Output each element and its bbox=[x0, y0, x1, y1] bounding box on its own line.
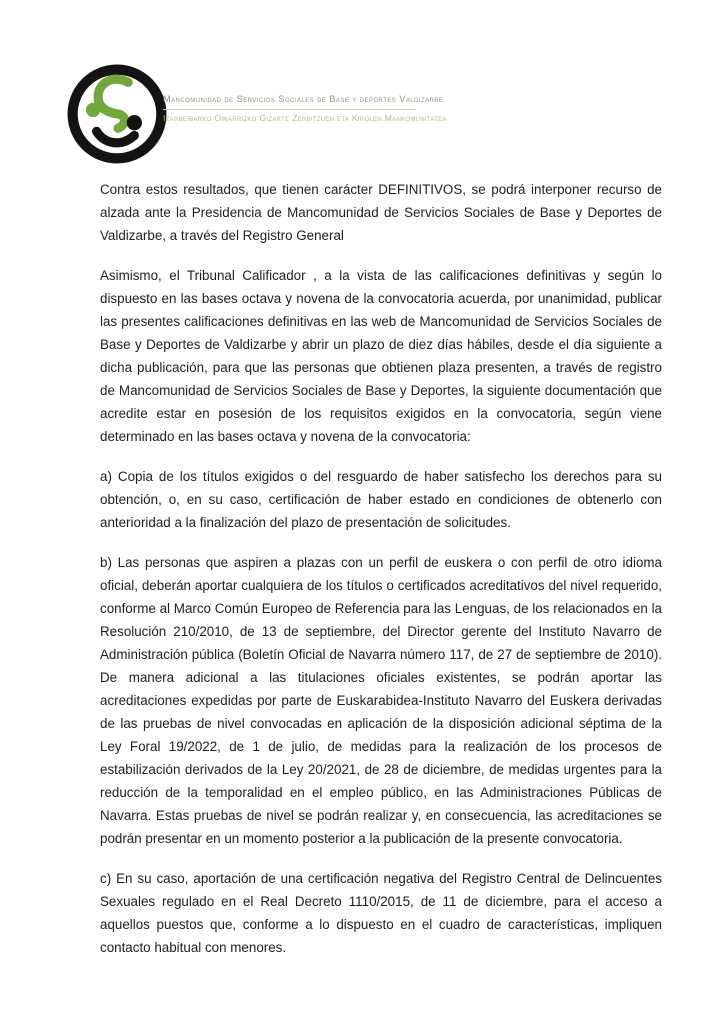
org-title-divider bbox=[163, 109, 415, 110]
paragraph-item-c-certificacion: c) En su caso, aportación de una certificación negativa del Registro Central de Delincuentes Sexuales regulado en el Real Decreto 1110/2015, de 11 de diciembre, para el acceso a aquellos puestos que, conforme a lo dispuesto en el cuadro de características, impliquen contacto habitual con menores. bbox=[100, 871, 662, 955]
paragraph-acuerdo-tribunal: Asimismo, el Tribunal Calificador , a la vista de las calificaciones definitivas y según lo dispuesto en las bases octava y novena de la convocatoria acuerda, por unanimidad, publicar las presentes calificaciones definitivas en las web de Mancomunidad de Servicios Sociales de Base y Deportes de Valdizarbe y abrir un plazo de diez días hábiles, desde el día siguiente a dicha publicación, para que las personas que obtienen plaza presenten, a través de registro de Mancomunidad de Servicios Sociales de Base y Deportes, la siguiente documentación que acredite estar en posesión de los requisitos exigidos en la convocatoria, según viene determinado en las bases octava y novena de la convocatoria: bbox=[100, 268, 662, 444]
paragraph-item-a-titulos: a) Copia de los títulos exigidos o del resguardo de haber satisfecho los derechos para su obtención, o, en su caso, certificación de haber estado en condiciones de obtenerlo con anterioridad a la finalización del plazo de presentación de solicitudes. bbox=[100, 469, 662, 530]
org-name-primary: Mancomunidad de Servicios Sociales de Base y deportes Valdizarbe bbox=[163, 94, 444, 104]
paragraph-recurso-alzada: Contra estos resultados, que tienen carácter DEFINITIVOS, se podrá interponer recurso de alzada ante la Presidencia de Mancomunidad de Servicios Sociales de Base y Deportes de Valdizarbe, a través del Registro General bbox=[100, 182, 662, 243]
org-title-block bbox=[163, 94, 447, 123]
document-body bbox=[100, 178, 662, 959]
mancomunidad-logo-icon bbox=[66, 63, 168, 165]
org-name-secondary: Izarbeibarko Oinarrizko Gizarte Zerbitzuen eta Kirolen Mankomunitatea bbox=[163, 113, 447, 123]
paragraph-item-b-euskera: b) Las personas que aspiren a plazas con un perfil de euskera o con perfil de otro idioma oficial, deberán aportar cualquiera de los títulos o certificados acreditativos del nivel requerido, conforme al Marco Común Europeo de Referencia para las Lenguas, de los relacionados en la Resolución 210/2010, de 13 de septiembre, del Director gerente del Instituto Navarro de Administración pública (Boletín Oficial de Navarra número 117, de 27 de septiembre de 2010). De manera adicional a las titulaciones oficiales existentes, se podrán aportar las acreditaciones expedidas por parte de Euskarabidea-Instituto Navarro del Euskera derivadas de las pruebas de nivel convocadas en aplicación de la disposición adicional séptima de la Ley Foral 19/2022, de 1 de julio, de medidas para la realización de los procesos de estabilización derivados de la Ley 20/2021, de 28 de diciembre, de medidas urgentes para la reducción de la temporalidad en el empleo público, en las Administraciones Públicas de Navarra. Estas pruebas de nivel se podrán realizar y, en consecuencia, las acreditaciones se podrán presentar en un momento posterior a la publicación de la presente convocatoria. bbox=[100, 555, 662, 846]
document-header bbox=[0, 0, 724, 170]
